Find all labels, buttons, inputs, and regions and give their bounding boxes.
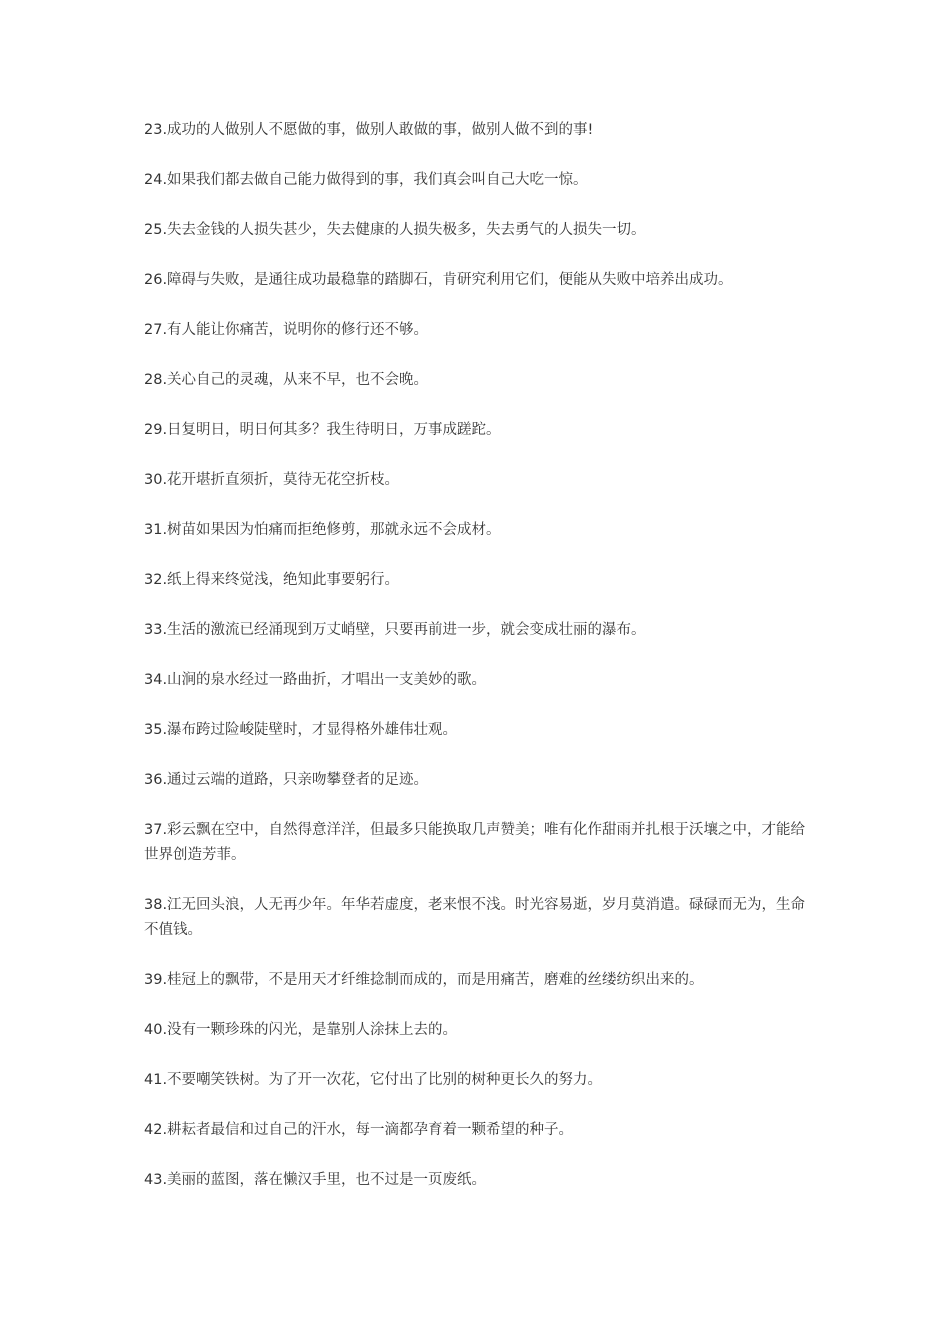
quote-paragraph-34: 34.山涧的泉水经过一路曲折，才唱出一支美妙的歌。 — [144, 672, 487, 688]
quote-paragraph-28: 28.关心自己的灵魂，从来不早，也不会晚。 — [144, 372, 429, 388]
quote-paragraph-25: 25.失去金钱的人损失甚少，失去健康的人损失极多，失去勇气的人损失一切。 — [144, 222, 646, 238]
quote-paragraph-41: 41.不要嘲笑铁树。为了开一次花，它付出了比别的树种更长久的努力。 — [144, 1072, 603, 1088]
quote-paragraph-31: 31.树苗如果因为怕痛而拒绝修剪，那就永远不会成材。 — [144, 522, 501, 538]
quote-paragraph-27: 27.有人能让你痛苦，说明你的修行还不够。 — [144, 322, 429, 338]
quote-paragraph-32: 32.纸上得来终觉浅，绝知此事要躬行。 — [144, 572, 400, 588]
quote-paragraph-42: 42.耕耘者最信和过自己的汗水，每一滴都孕育着一颗希望的种子。 — [144, 1122, 574, 1138]
quote-paragraph-38: 38.江无回头浪，人无再少年。年华若虚度，老来恨不浅。时光容易逝，岁月莫消遣。碌碌而无为，生命不值钱。 — [144, 897, 806, 938]
quote-paragraph-43: 43.美丽的蓝图，落在懒汉手里，也不过是一页废纸。 — [144, 1172, 487, 1188]
quote-paragraph-29: 29.日复明日，明日何其多？我生待明日，万事成蹉跎。 — [144, 422, 501, 438]
quote-paragraph-35: 35.瀑布跨过险峻陡壁时，才显得格外雄伟壮观。 — [144, 722, 458, 738]
quote-paragraph-37: 37.彩云飘在空中，自然得意洋洋，但最多只能换取几声赞美；唯有化作甜雨并扎根于沃壤之中，才能给世界创造芳菲。 — [144, 822, 806, 863]
quote-paragraph-36: 36.通过云端的道路，只亲吻攀登者的足迹。 — [144, 772, 429, 788]
quote-paragraph-39: 39.桂冠上的飘带，不是用天才纤维捻制而成的，而是用痛苦，磨难的丝缕纺织出来的。 — [144, 972, 704, 988]
quote-paragraph-23: 23.成功的人做别人不愿做的事，做别人敢做的事，做别人做不到的事! — [144, 122, 594, 138]
quote-paragraph-30: 30.花开堪折直须折，莫待无花空折枝。 — [144, 472, 400, 488]
document-body — [144, 118, 806, 1193]
quote-paragraph-40: 40.没有一颗珍珠的闪光，是靠别人涂抹上去的。 — [144, 1022, 458, 1038]
quote-paragraph-24: 24.如果我们都去做自己能力做得到的事，我们真会叫自己大吃一惊。 — [144, 172, 588, 188]
quote-paragraph-26: 26.障碍与失败，是通往成功最稳靠的踏脚石，肯研究利用它们，便能从失败中培养出成功。 — [144, 272, 733, 288]
quote-paragraph-33: 33.生活的激流已经涌现到万丈峭壁，只要再前进一步，就会变成壮丽的瀑布。 — [144, 622, 646, 638]
